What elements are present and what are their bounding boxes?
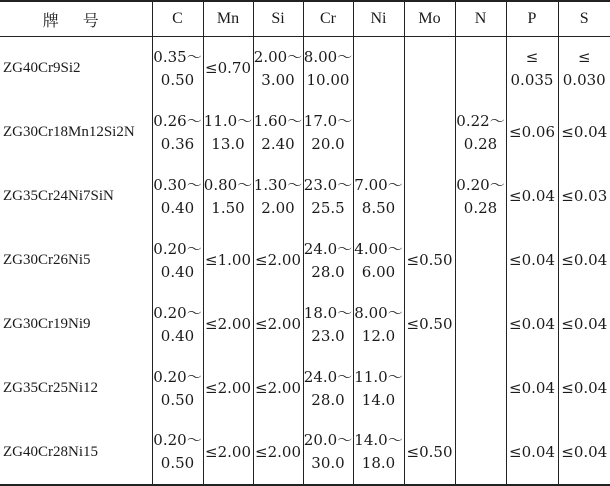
header-mn: Mn (203, 1, 253, 37)
cell-mn: ≤2.00 (203, 293, 253, 357)
cell-si: 1.30～ 2.00 (253, 165, 303, 229)
cell-mo: ≤0.50 (404, 421, 455, 485)
cell-si: ≤2.00 (253, 229, 303, 293)
table-row (0, 101, 610, 165)
cell-ni: 14.0～ 18.0 (353, 421, 404, 485)
cell-mo (404, 165, 455, 229)
cell-cr: 23.0～ 25.5 (303, 165, 353, 229)
cell-p: ≤0.04 (506, 357, 558, 421)
cell-s: ≤0.04 (558, 101, 610, 165)
cell-ni: 7.00～ 8.50 (353, 165, 404, 229)
cell-mn: ≤1.00 (203, 229, 253, 293)
cell-cr: 24.0～ 28.0 (303, 357, 353, 421)
table-row (0, 293, 610, 357)
cell-mo: ≤0.50 (404, 293, 455, 357)
cell-cr: 24.0～ 28.0 (303, 229, 353, 293)
cell-n (455, 293, 506, 357)
cell-n: 0.22～ 0.28 (455, 101, 506, 165)
header-grade: 牌 号 (0, 1, 152, 37)
cell-p: ≤0.04 (506, 229, 558, 293)
table-row (0, 37, 610, 101)
cell-s: ≤0.03 (558, 165, 610, 229)
cell-cr: 18.0～ 23.0 (303, 293, 353, 357)
cell-p: ≤0.06 (506, 101, 558, 165)
cell-n (455, 229, 506, 293)
table-body (0, 37, 610, 485)
cell-n (455, 421, 506, 485)
table-row (0, 229, 610, 293)
cell-s: ≤0.04 (558, 421, 610, 485)
cell-p: ≤0.04 (506, 293, 558, 357)
cell-cr: 20.0～ 30.0 (303, 421, 353, 485)
grade-cell: ZG35Cr24Ni7SiN (0, 165, 152, 229)
cell-s: ≤0.04 (558, 229, 610, 293)
table-row (0, 165, 610, 229)
cell-s: ≤0.04 (558, 357, 610, 421)
grade-cell: ZG30Cr26Ni5 (0, 229, 152, 293)
cell-mn: ≤2.00 (203, 421, 253, 485)
cell-c: 0.26～ 0.36 (152, 101, 203, 165)
cell-p: ≤0.04 (506, 421, 558, 485)
grade-cell: ZG40Cr9Si2 (0, 37, 152, 101)
grade-cell: ZG35Cr25Ni12 (0, 357, 152, 421)
cell-mo (404, 37, 455, 101)
cell-p: ≤ 0.035 (506, 37, 558, 101)
cell-cr: 8.00～ 10.00 (303, 37, 353, 101)
cell-si: ≤2.00 (253, 357, 303, 421)
cell-n (455, 37, 506, 101)
cell-n (455, 357, 506, 421)
cell-n: 0.20～ 0.28 (455, 165, 506, 229)
cell-c: 0.20～ 0.40 (152, 293, 203, 357)
cell-ni: 11.0～ 14.0 (353, 357, 404, 421)
grade-cell: ZG40Cr28Ni15 (0, 421, 152, 485)
header-n: N (455, 1, 506, 37)
header-ni: Ni (353, 1, 404, 37)
cell-cr: 17.0～ 20.0 (303, 101, 353, 165)
cell-si: ≤2.00 (253, 293, 303, 357)
header-cr: Cr (303, 1, 353, 37)
table-row (0, 357, 610, 421)
cell-c: 0.30～ 0.40 (152, 165, 203, 229)
cell-ni: 4.00～ 6.00 (353, 229, 404, 293)
grade-cell: ZG30Cr18Mn12Si2N (0, 101, 152, 165)
cell-mn: 11.0～ 13.0 (203, 101, 253, 165)
cell-mn: 0.80～ 1.50 (203, 165, 253, 229)
header-p: P (506, 1, 558, 37)
cell-p: ≤0.04 (506, 165, 558, 229)
cell-si: 2.00～ 3.00 (253, 37, 303, 101)
header-s: S (558, 1, 610, 37)
cell-mo (404, 101, 455, 165)
table-row (0, 421, 610, 485)
cell-mn: ≤2.00 (203, 357, 253, 421)
cell-si: 1.60～ 2.40 (253, 101, 303, 165)
header-si: Si (253, 1, 303, 37)
cell-mo: ≤0.50 (404, 229, 455, 293)
cell-si: ≤2.00 (253, 421, 303, 485)
cell-ni (353, 101, 404, 165)
cell-mn: ≤0.70 (203, 37, 253, 101)
header-row (0, 1, 610, 37)
cell-ni: 8.00～ 12.0 (353, 293, 404, 357)
grade-cell: ZG30Cr19Ni9 (0, 293, 152, 357)
cell-c: 0.35～ 0.50 (152, 37, 203, 101)
cell-c: 0.20～ 0.50 (152, 357, 203, 421)
cell-s: ≤ 0.030 (558, 37, 610, 101)
cell-mo (404, 357, 455, 421)
header-mo: Mo (404, 1, 455, 37)
cell-c: 0.20～ 0.40 (152, 229, 203, 293)
header-c: C (152, 1, 203, 37)
cell-s: ≤0.04 (558, 293, 610, 357)
cell-ni (353, 37, 404, 101)
cell-c: 0.20～ 0.50 (152, 421, 203, 485)
